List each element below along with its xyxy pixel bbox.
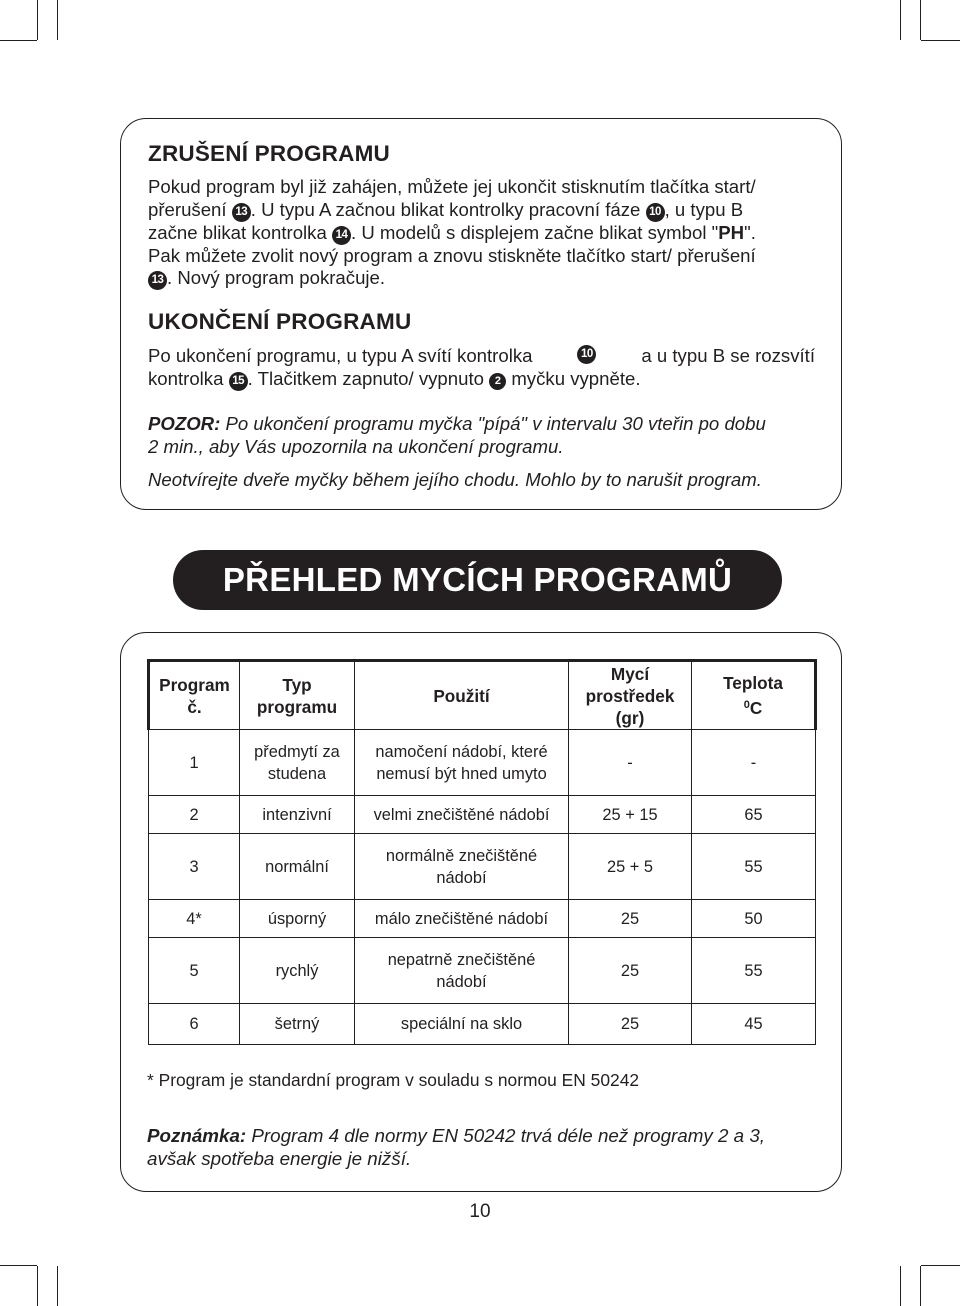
cell-program-no: 4* xyxy=(149,900,240,938)
cell-temperature: - xyxy=(692,730,816,796)
end-text xyxy=(148,345,815,391)
text: Po ukončení programu, u typu A svítí kontrolka xyxy=(148,345,533,366)
cell-temperature: 45 xyxy=(692,1004,816,1045)
header-detergent: Mycí prostředek (gr) xyxy=(569,661,692,730)
text: , u typu B xyxy=(664,198,744,220)
button-13-badge: 13 xyxy=(148,271,167,290)
warning-line xyxy=(148,436,815,459)
page-number: 10 xyxy=(469,1201,491,1222)
crop-mark xyxy=(920,1266,921,1306)
remark-line xyxy=(147,1124,827,1147)
end-title: UKONČENÍ PROGRAMU xyxy=(148,309,412,334)
text: . Nový program pokračuje. xyxy=(167,267,386,289)
table-row xyxy=(149,900,816,938)
footnote xyxy=(147,1069,827,1092)
crop-mark xyxy=(921,40,960,41)
crop-mark xyxy=(900,1266,901,1306)
crop-mark xyxy=(37,0,38,40)
cell-program-no: 2 xyxy=(149,796,240,834)
cell-program-no: 1 xyxy=(149,730,240,796)
text-line xyxy=(148,199,815,222)
text: . U modelů s displejem začne blikat symbol " xyxy=(350,221,719,243)
cell-use: normálně znečištěné nádobí xyxy=(355,834,569,900)
cell-use: namočení nádobí, které nemusí být hned umyto xyxy=(355,730,569,796)
remark xyxy=(147,1124,827,1170)
cell-type: šetrný xyxy=(240,1004,355,1045)
overview-title: PŘEHLED MYCÍCH PROGRAMŮ xyxy=(222,561,733,598)
cell-program-no: 3 xyxy=(149,834,240,900)
warning-label: POZOR: xyxy=(148,413,221,434)
cell-use: nepatrně znečištěné nádobí xyxy=(355,938,569,1004)
remark-label: Poznámka: xyxy=(147,1125,247,1146)
table-row xyxy=(149,938,816,1004)
footnote-text: * Program je standardní program v souladu s normou EN 50242 xyxy=(147,1070,640,1090)
text-line xyxy=(148,368,815,391)
text: přerušení xyxy=(148,198,227,220)
crop-mark xyxy=(57,1266,58,1306)
text: Program 4 dle normy EN 50242 trvá déle než programy 2 a 3, xyxy=(246,1125,765,1146)
cell-use: speciální na sklo xyxy=(355,1004,569,1045)
cell-program-no: 5 xyxy=(149,938,240,1004)
text: myčku vypněte. xyxy=(511,367,641,389)
text: a u typu B se rozsvítí xyxy=(641,345,815,366)
warning-line xyxy=(148,413,815,436)
programs-table xyxy=(147,659,817,1045)
cell-type: předmytí za studena xyxy=(240,730,355,796)
cell-detergent: 25 + 15 xyxy=(569,796,692,834)
cell-program-no: 6 xyxy=(149,1004,240,1045)
header-temperature: Teplota $^0$C xyxy=(692,661,816,730)
door-note xyxy=(148,469,815,492)
text: 2 min., aby Vás upozornila na ukončení programu. xyxy=(148,435,564,457)
cell-detergent: 25 xyxy=(569,938,692,1004)
text: Neotvírejte dveře myčky během jejího chodu. Mohlo by to narušit program. xyxy=(148,469,762,490)
text-line xyxy=(148,267,815,290)
cell-detergent: 25 xyxy=(569,900,692,938)
text-line xyxy=(148,345,815,368)
text-line xyxy=(148,222,815,245)
header-type: Typ programu xyxy=(240,661,355,730)
cell-detergent: - xyxy=(569,730,692,796)
table-row xyxy=(149,834,816,900)
crop-mark xyxy=(57,0,58,40)
cancel-section xyxy=(148,141,815,167)
text: . U typu A začnou blikat kontrolky pracovní fáze xyxy=(250,198,641,220)
cell-type: úsporný xyxy=(240,900,355,938)
crop-mark xyxy=(900,0,901,40)
text: . Tlačitkem zapnuto/ vypnuto xyxy=(247,367,484,389)
cell-temperature: 50 xyxy=(692,900,816,938)
table-row xyxy=(149,1004,816,1045)
text-line xyxy=(148,245,815,268)
cell-use: velmi znečištěné nádobí xyxy=(355,796,569,834)
text: Pak můžete zvolit nový program a znovu stiskněte tlačítko start/ přerušení xyxy=(148,244,756,266)
cell-use: málo znečištěné nádobí xyxy=(355,900,569,938)
button-2-badge: 2 xyxy=(489,373,506,390)
text: Po ukončení programu myčka "pípá" v intervalu 30 vteřin po dobu xyxy=(220,413,766,434)
cell-detergent: 25 + 5 xyxy=(569,834,692,900)
text: začne blikat kontrolka xyxy=(148,221,327,243)
cell-temperature: 55 xyxy=(692,938,816,1004)
overview-title-banner xyxy=(173,550,782,610)
table-header-row xyxy=(149,661,816,730)
remark-line: avšak spotřeba energie je nižší. xyxy=(147,1148,412,1169)
cell-type: intenzivní xyxy=(240,796,355,834)
text: Pokud program byl již zahájen, můžete jej ukončit stisknutím tlačítka start/ xyxy=(148,176,756,197)
cell-detergent: 25 xyxy=(569,1004,692,1045)
cell-temperature: 55 xyxy=(692,834,816,900)
button-13-badge: 13 xyxy=(232,203,251,222)
crop-mark xyxy=(921,1265,960,1266)
end-section xyxy=(148,309,815,335)
cell-type: normální xyxy=(240,834,355,900)
warning-text xyxy=(148,413,815,458)
table-row xyxy=(149,796,816,834)
crop-mark xyxy=(0,1265,37,1266)
header-program: Program č. xyxy=(149,661,240,730)
cell-temperature: 65 xyxy=(692,796,816,834)
indicator-10-badge: 10 xyxy=(577,345,596,364)
table-row xyxy=(149,730,816,796)
indicator-15-badge: 15 xyxy=(229,372,248,391)
display-symbol: PH xyxy=(718,221,745,243)
cell-type: rychlý xyxy=(240,938,355,1004)
text: kontrolka xyxy=(148,367,224,389)
cancel-text xyxy=(148,176,815,290)
instructions-box xyxy=(120,118,842,510)
crop-mark xyxy=(920,0,921,40)
indicator-10-badge: 10 xyxy=(646,203,665,222)
indicator-14-badge: 14 xyxy=(332,226,351,245)
crop-mark xyxy=(0,40,37,41)
text-line xyxy=(148,176,815,199)
crop-mark xyxy=(37,1266,38,1306)
text: ". xyxy=(744,221,756,243)
cancel-title: ZRUŠENÍ PROGRAMU xyxy=(148,141,390,166)
header-use: Použití xyxy=(355,661,569,730)
